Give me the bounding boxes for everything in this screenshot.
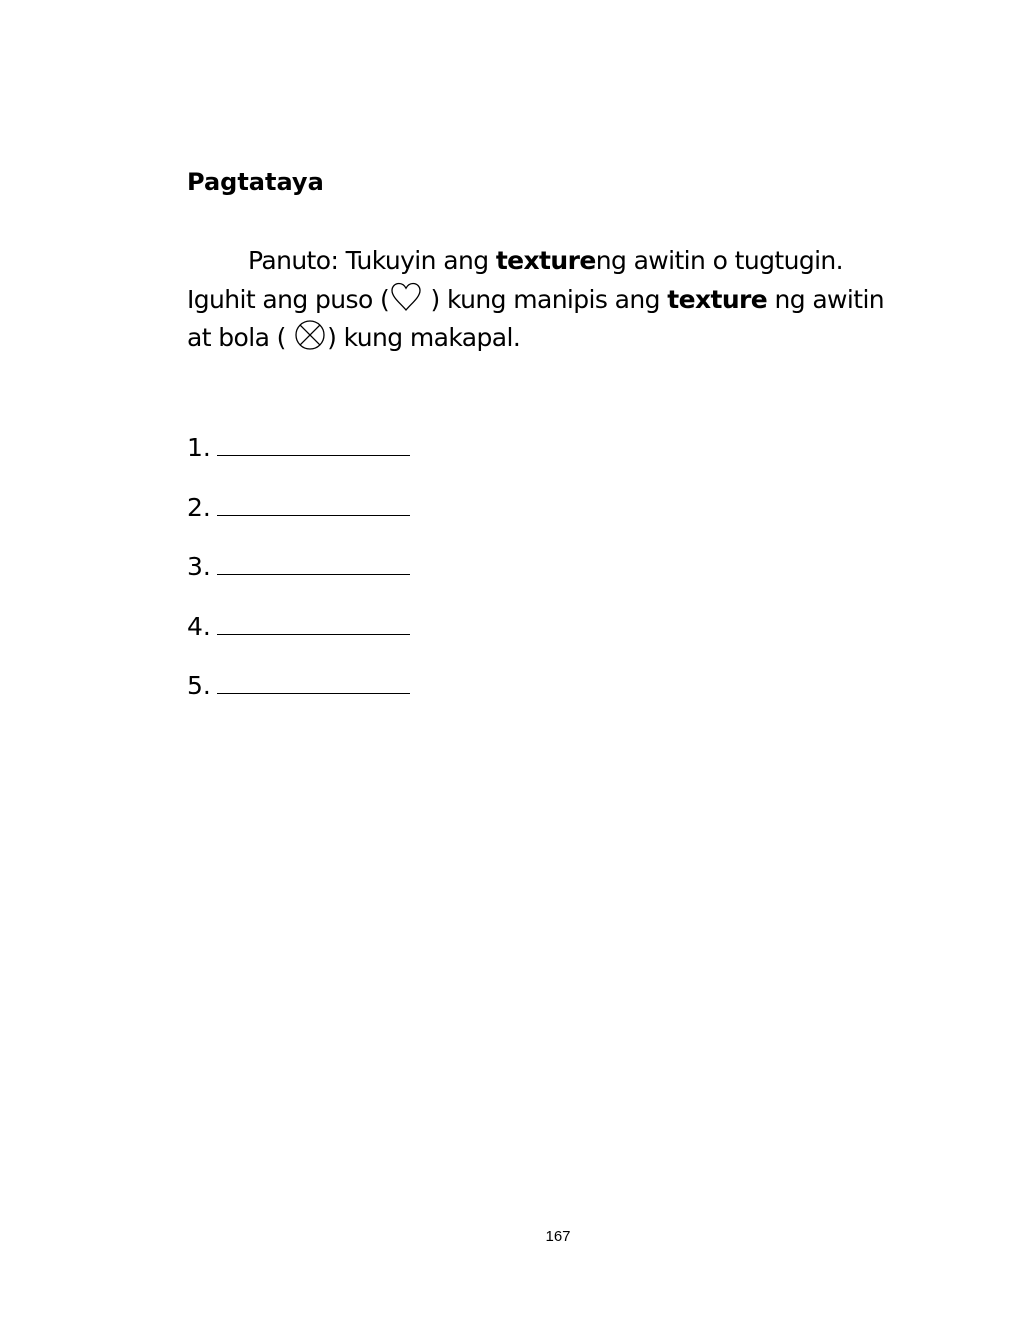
instructions-text-2: ng awitin o tugtugin. Iguhit ang puso ( xyxy=(187,246,844,314)
answer-list xyxy=(187,428,410,726)
answer-blank-line xyxy=(217,666,410,694)
answer-item-4 xyxy=(187,607,410,667)
instructions-text-1: Panuto: Tukuyin ang xyxy=(248,246,496,275)
instructions-bold-texture-2: texture xyxy=(667,284,768,314)
answer-number: 4. xyxy=(187,611,211,641)
page-number: 167 xyxy=(545,1228,571,1245)
answer-item-5 xyxy=(187,666,410,726)
answer-blank-line xyxy=(217,607,410,635)
answer-item-3 xyxy=(187,547,410,607)
heart-outline-icon xyxy=(390,281,422,313)
answer-number: 5. xyxy=(187,671,211,700)
answer-item-2 xyxy=(187,488,410,548)
answer-blank-line xyxy=(217,547,410,575)
answer-number: 2. xyxy=(187,492,211,522)
answer-blank-line xyxy=(217,488,410,516)
instructions-text-4: ng awitin at bola ( xyxy=(187,284,885,352)
answer-number: 1. xyxy=(187,433,211,462)
instructions-bold-texture-1: texture xyxy=(495,246,596,275)
section-heading: Pagtataya xyxy=(187,168,324,196)
answer-number: 3. xyxy=(187,552,211,581)
instructions-paragraph xyxy=(187,242,907,358)
circled-x-icon xyxy=(294,319,326,351)
answer-item-1 xyxy=(187,428,410,488)
answer-blank-line xyxy=(217,428,410,456)
instructions-text-3: ) kung manipis ang xyxy=(423,284,668,314)
instructions-text-5: ) kung makapal. xyxy=(327,323,521,352)
